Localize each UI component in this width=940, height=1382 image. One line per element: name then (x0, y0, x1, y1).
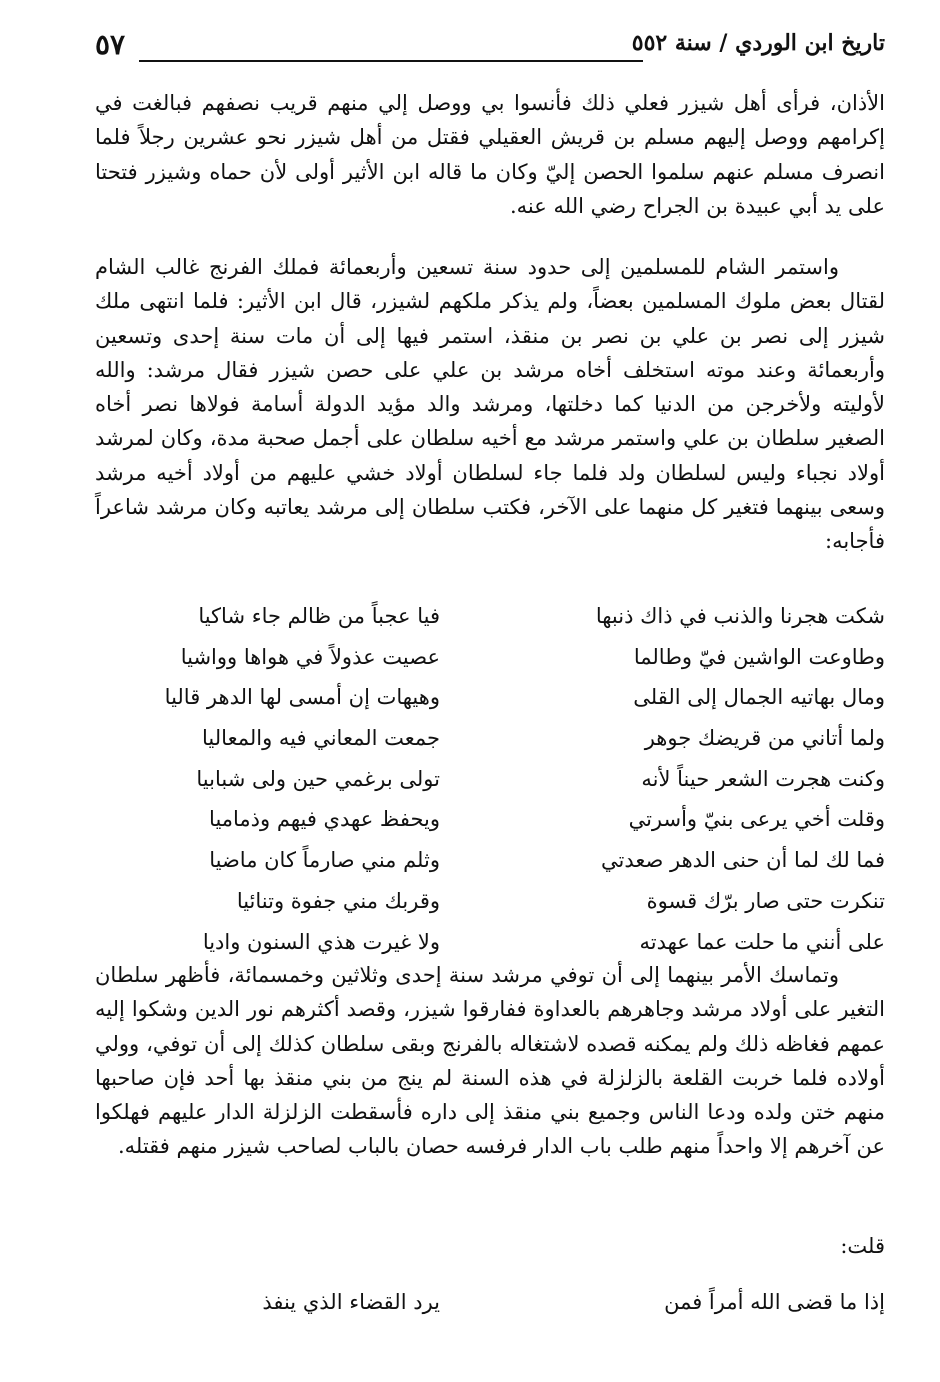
poem-verse (95, 922, 885, 963)
paragraph-1: الأذان، فرأى أهل شيزر فعلي ذلك فأنسوا بي ووصل إلي منهم قريب نصفهم فبالغت في إكرامهم ووصل إليهم مسلم بن قريش العقيلي فقتل من أهل شيزر نحو عشرين رجلاً فلما انصرف مسلم عنهم سلموا الحصن إليّ وكان ما قاله ابن الأثير أولى لأن حماه وشيزر فتحتا على يد أبي عبيدة بن الجراح رضي الله عنه. (95, 91, 885, 218)
verse-first-hemistich: ومال بهاتيه الجمال إلى القلى (633, 685, 885, 710)
verse-first-hemistich: شكت هجرنا والذنب في ذاك ذنبها (595, 604, 885, 628)
verse-first-hemistich: تنكرت حتى صار برّك قسوة (646, 888, 885, 913)
verse-first-hemistich: وكنت هجرت الشعر حيناً لأنه (641, 766, 885, 791)
verse-second-hemistich: يرد القضاء الذي ينفذ (262, 1290, 440, 1314)
verse-first-hemistich: فما لك لما أن حنى الدهر صعدتي (601, 848, 885, 873)
verse-first-hemistich: وطاوعت الواشين فيّ وطالما (633, 644, 885, 669)
verse-second-hemistich: وثلم مني صارماً كان ماضيا (209, 848, 440, 873)
poem-verse (95, 840, 885, 881)
verse-first-hemistich: إذا ما قضى الله أمراً فمن (664, 1290, 885, 1314)
poem-verse (95, 596, 885, 637)
closing-verse (95, 1282, 885, 1322)
verse-second-hemistich: تولى برغمي حين ولى شبابيا (196, 766, 440, 791)
verse-first-hemistich: ولما أتاني من قريضك جوهر (644, 726, 885, 751)
poem (95, 596, 885, 962)
verse-first-hemistich: وقلت أخي يرعى بنيّ وأسرتي (628, 807, 885, 832)
verse-second-hemistich: ويحفظ عهدي فيهم وذماميا (209, 807, 440, 832)
paragraph-2: واستمر الشام للمسلمين إلى حدود سنة تسعين وأربعمائة فملك الفرنج غالب الشام لقتال بعض ملوك المسلمين بعضاً، ولم يذكر ملكهم لشيزر، قال ابن الأثير: فلما انتهى ملك شيزر إلى نصر بن علي بن نصر بن منقذ، استمر فيها إلى أن مات سنة إحدى وتسعين وأربعمائة وعند موته استخلف أخاه مرشد بن علي على حصن شيزر فقال مرشد: والله لأوليته ولأخرجن من الدنيا كما دخلتها، ومرشد والد مؤيد الدولة أسامة فولاها نصر أخاه الصغير سلطان بن علي واستمر مرشد مع أخيه سلطان على أجمل صحبة مدة، وكان لمرشد أولاد نجباء وليس لسلطان ولد فلما جاء لسلطان أولاد خشي عليهم من أولاد أخيه مرشد وسعى بينهما فتغير كل منهما على الآخر، فكتب سلطان إلى مرشد يعاتبه وكان مرشد شاعراً فأجابه: (95, 255, 885, 554)
poem-verse (95, 637, 885, 678)
header-rule (139, 60, 643, 62)
page-header (95, 22, 885, 68)
poem-verse (95, 677, 885, 718)
verse-second-hemistich: جمعت المعاني فيه والمعاليا (202, 726, 440, 751)
verse-second-hemistich: عصيت عذولاً في هواها وواشيا (180, 644, 440, 669)
poem-verse (95, 799, 885, 840)
paragraph-4: قلت: (840, 1234, 885, 1258)
verse-first-hemistich: على أنني ما حلت عما عهدته (639, 929, 885, 954)
verse-second-hemistich: وهيهات إن أمسى لها الدهر قاليا (164, 685, 440, 710)
page-number: ٥٧ (95, 28, 126, 61)
poem-verse (95, 881, 885, 922)
poem-verse (95, 1282, 885, 1322)
verse-second-hemistich: وقربك مني جفوة وتنائيا (236, 888, 440, 913)
verse-second-hemistich: فيا عجباً من ظالم جاء شاكيا (198, 604, 440, 628)
running-title: تاريخ ابن الوردي / سنة ٥٥٢ (631, 30, 885, 56)
verse-second-hemistich: ولا غيرت هذي السنون واديا (202, 929, 440, 954)
poem-verse (95, 718, 885, 759)
poem-verse (95, 759, 885, 800)
paragraph-3: وتماسك الأمر بينهما إلى أن توفي مرشد سنة إحدى وثلاثين وخمسمائة، فأظهر سلطان التغير على أولاد مرشد وجاهرهم بالعداوة ففارقوا شيزر، وقصد أكثرهم نور الدين وشكوا إليه عمهم فغاظه ذلك ولم يمكنه قصده لاشتغاله بالفرنج وبقى سلطان كذلك إلى أن توفي، وولي أولاده فلما خربت القلعة بالزلزلة في هذه السنة لم ينج من بني منقذ بها أحد فإن صاحبها منهم ختن ولده ودعا الناس وجميع بني منقذ إلى داره فأسقطت الزلزلة الدار عليهم فهلكوا عن آخرهم إلا واحداً منهم طلب باب الدار فرفسه حصان بالباب لصاحب شيزر منهم فقتله. (95, 963, 885, 1159)
